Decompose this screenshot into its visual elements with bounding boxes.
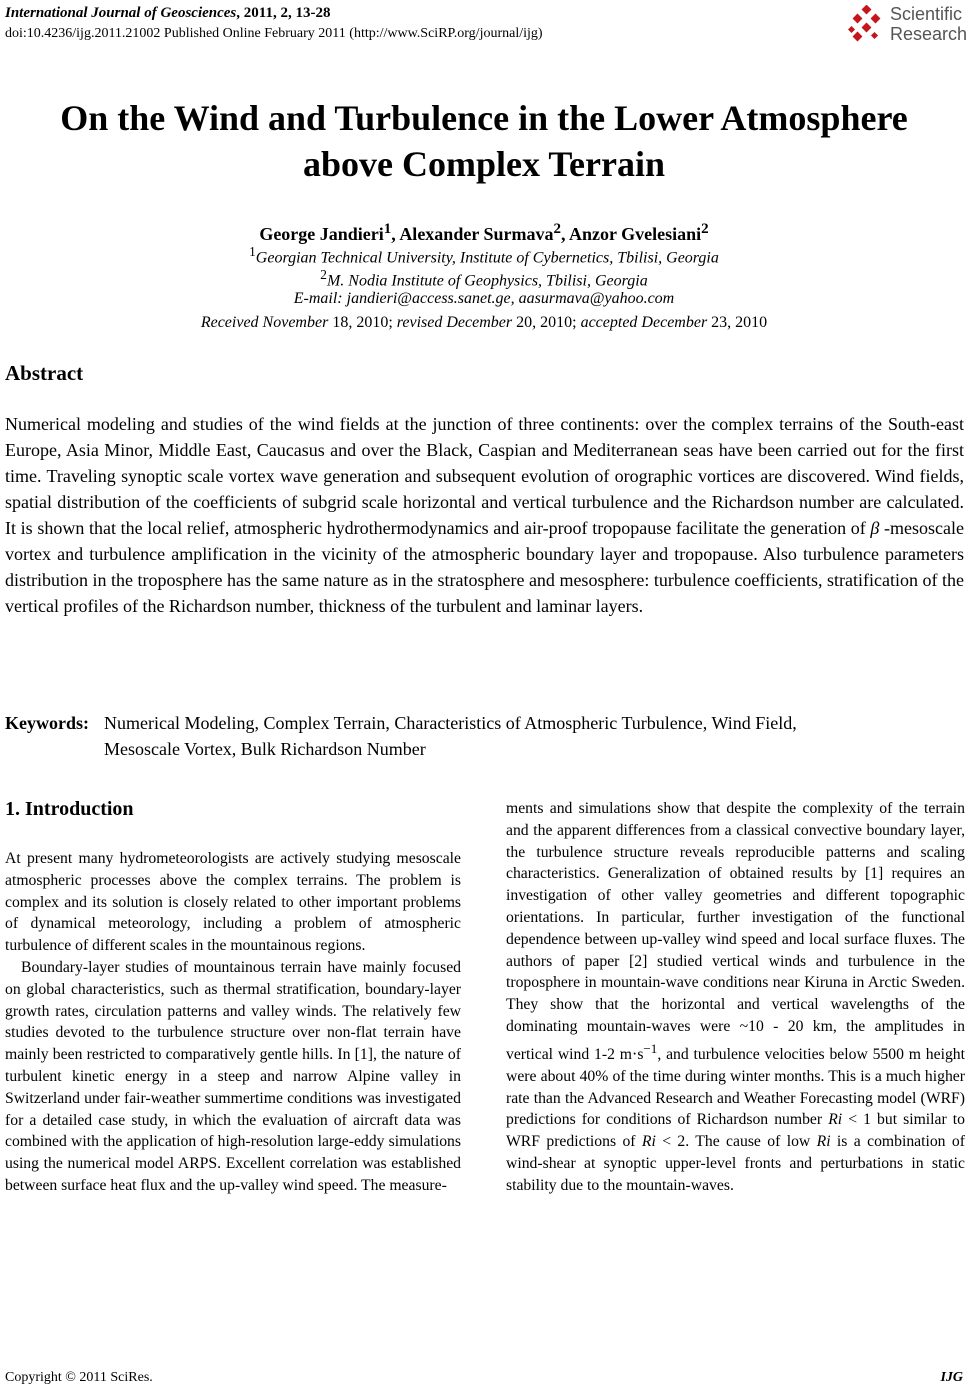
paper-title bbox=[0, 95, 968, 187]
intro-paragraph-2: Boundary-layer studies of mountainous terrain have mainly focused on global characteristics, such as thermal stratification, boundary-layer growth rates, circulation patterns and valley winds. The relatively few studies devoted to the turbulence structure over non-flat terrain have mainly been restricted to comparatively gentle hills. In [1], the nature of turbulent kinetic energy in a steep and narrow Alpine valley in Switzerland under fair-weather summertime conditions was investigated for a detailed case study, in which the evaluation of aircraft data was combined with the application of high-resolution large-eddy simulations using the numerical model ARPS. Excellent correlation was established between surface heat flux and the up-valley wind speed. The measure- bbox=[5, 958, 461, 1194]
author-2-affil: 2 bbox=[553, 221, 561, 237]
journal-name: International Journal of Geosciences bbox=[5, 5, 237, 21]
journal-volume: , 2011, 2, 13-28 bbox=[236, 5, 331, 21]
keywords-line-1: Numerical Modeling, Complex Terrain, Characteristics of Atmospheric Turbulence, Wind Field, bbox=[104, 713, 797, 733]
right-column bbox=[506, 798, 965, 1197]
section-heading: 1. Introduction bbox=[5, 798, 134, 820]
right-text-5: is a combination of wind-shear at synoptic upper-level fronts and perturbations in static stability due to the mountain-waves. bbox=[506, 1133, 965, 1194]
logo-line-2: Research bbox=[890, 24, 968, 44]
publisher-logo bbox=[848, 3, 966, 47]
received-date: 18, 2010; bbox=[328, 314, 397, 331]
accepted-label: accepted December bbox=[580, 314, 708, 331]
journal-citation bbox=[5, 4, 330, 22]
ri-symbol-1: Ri bbox=[828, 1111, 843, 1129]
right-text-4: . The cause of low bbox=[685, 1133, 817, 1151]
title-line-1: On the Wind and Turbulence in the Lower Atmosphere bbox=[60, 98, 908, 138]
unit-s: s bbox=[637, 1046, 644, 1063]
doi-line: doi:10.4236/ijg.2011.21002 Published Online February 2011 (http://www.SciRP.org/journal/ijg) bbox=[5, 26, 543, 41]
author-3: Anzor Gvelesiani bbox=[569, 224, 702, 244]
affiliation-1-text: Georgian Technical University, Institute of Cybernetics, Tbilisi, Georgia bbox=[255, 249, 719, 267]
ri-relation-2: < 2 bbox=[655, 1133, 686, 1151]
logo-text bbox=[890, 4, 967, 44]
ri-symbol-2: Ri bbox=[641, 1133, 656, 1151]
keywords-line-2: Mesoscale Vortex, Bulk Richardson Number bbox=[104, 739, 426, 759]
received-dates bbox=[0, 313, 968, 333]
revised-label: revised December bbox=[396, 314, 513, 331]
right-text-3: but similar to WRF predictions of bbox=[506, 1111, 965, 1151]
abstract-heading: Abstract bbox=[5, 361, 84, 385]
author-1-affil: 1 bbox=[383, 221, 392, 237]
unit-dot: ⋅ bbox=[631, 1046, 638, 1063]
received-label: Received November bbox=[200, 314, 329, 331]
intro-paragraph-1: At present many hydrometeorologists are actively studying mesoscale atmospheric processes above the complex terrains. The problem is complex and its solution is closely related to other important problems of dynamical meteorology, including a problem of atmospheric turbulence of different scales in the mountainous regions. bbox=[5, 850, 461, 955]
unit-exponent: −1 bbox=[643, 1040, 658, 1056]
affiliation-2-text: M. Nodia Institute of Geophysics, Tbilisi, Georgia bbox=[326, 272, 648, 290]
affiliation-2-marker: 2 bbox=[320, 267, 327, 282]
logo-line-1: Scientific bbox=[890, 4, 963, 24]
right-text-2: , and turbulence velocities below 5500 m height were about 40% of the time during winter months. This is a much higher rate than the Advanced Research and Weather Forecasting model (WRF) predictions for conditions of Richardson number bbox=[506, 1046, 965, 1129]
ri-relation-1: < 1 bbox=[842, 1111, 871, 1129]
ri-symbol-3: Ri bbox=[816, 1133, 831, 1151]
author-1: George Jandieri bbox=[259, 224, 384, 244]
scientific-research-logo-icon bbox=[848, 5, 886, 45]
copyright-notice: Copyright © 2011 SciRes. bbox=[5, 1370, 153, 1385]
intro-paragraph-continued bbox=[506, 798, 965, 1197]
title-line-2: above Complex Terrain bbox=[302, 144, 665, 184]
affiliation-2 bbox=[0, 265, 968, 291]
abstract-part-1: Numerical modeling and studies of the wind fields at the junction of three continents: over the complex terrains of the South-east Europe, Asia Minor, Middle East, Caucasus and over the Black, Caspian and Mediterranean seas have been carried out for the first time. Traveling synoptic scale vortex wave generation and subsequent evolution of orographic vortices are discovered. Wind fields, spatial distribution of the coefficients of subgrid scale horizontal and vertical turbulence and the Richardson number are calculated. It is shown that the local relief, atmospheric hydrothermodynamics and air-proof tropopause facilitate the generation of bbox=[5, 414, 964, 538]
revised-date: 20, 2010; bbox=[512, 314, 581, 331]
author-3-affil: 2 bbox=[701, 221, 709, 237]
author-2: Alexander Surmava bbox=[399, 224, 554, 244]
unit-m: m bbox=[619, 1046, 632, 1063]
left-column bbox=[5, 848, 461, 1197]
keywords-label: Keywords: bbox=[5, 713, 89, 733]
accepted-date: 23, 2010 bbox=[707, 314, 768, 331]
affiliation-1-marker: 1 bbox=[249, 244, 256, 259]
author-list: George Jandieri$^1$, Alexander Surmava$^2$, Anzor Gvelesiani$^2$ bbox=[259, 221, 709, 244]
beta-symbol: β bbox=[870, 518, 880, 538]
author-email: E-mail: jandieri@access.sanet.ge, aasurmava@yahoo.com bbox=[293, 290, 675, 307]
abstract-text bbox=[5, 411, 964, 619]
right-text-1: ments and simulations show that despite the complexity of the terrain and the apparent differences from a classical convective boundary layer, the turbulence structure reveals reproducible patterns and scaling characteristics. Generalization of obtained results by [1] requires an investigation of other valley geometries and different topographic orientations. In particular, further investigation of the functional dependence between up-valley wind speed and local surface fluxes. The authors of paper [2] studied vertical winds and turbulence in the troposphere in mountain-wave conditions near Kiruna in Arctic Sweden. They show that the horizontal and vertical wavelengths of the dominating mountain-waves were ~10 - 20 km, the amplitudes in vertical wind 1-2 bbox=[506, 800, 965, 1063]
abstract-part-2: -mesoscale vortex and turbulence amplification in the vicinity of the atmospheric boundary layer and tropopause. Also turbulence parameters distribution in the troposphere has the same nature as in the stratosphere and mesosphere: turbulence coefficients, stratification of the vertical profiles of the Richardson number, thickness of the turbulent and laminar layers. bbox=[5, 518, 964, 616]
journal-abbreviation: IJG bbox=[940, 1370, 963, 1385]
